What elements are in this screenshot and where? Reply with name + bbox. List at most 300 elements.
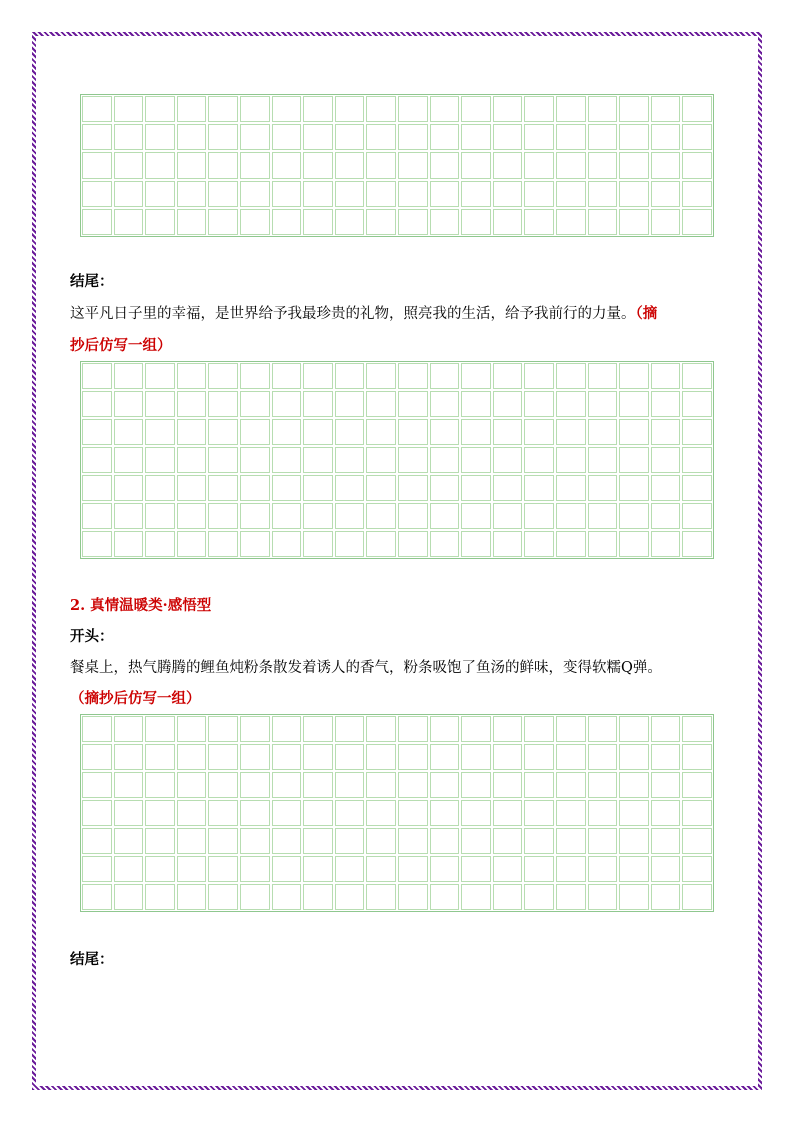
grid-cell: [651, 363, 681, 389]
grid-cell: [145, 96, 175, 122]
grid-cell: [82, 856, 112, 882]
grid-cell: [430, 884, 460, 910]
grid-cell: [524, 531, 554, 557]
grid-cell: [524, 856, 554, 882]
grid-cell: [82, 475, 112, 501]
grid-cell: [461, 744, 491, 770]
grid-cell: [82, 772, 112, 798]
grid-cell: [430, 475, 460, 501]
grid-cell: [588, 531, 618, 557]
grid-cell: [208, 391, 238, 417]
grid-cell: [398, 96, 428, 122]
grid-cell: [556, 419, 586, 445]
grid-cell: [524, 772, 554, 798]
grid-cell: [145, 475, 175, 501]
grid-cell: [272, 531, 302, 557]
grid-cell: [588, 363, 618, 389]
instruction-text-start: （摘: [635, 305, 658, 322]
grid-cell: [145, 447, 175, 473]
grid-cell: [619, 363, 649, 389]
grid-cell: [272, 744, 302, 770]
grid-cell: [272, 772, 302, 798]
grid-cell: [651, 800, 681, 826]
grid-cell: [335, 716, 365, 742]
grid-cell: [240, 828, 270, 854]
grid-cell: [588, 419, 618, 445]
grid-cell: [430, 124, 460, 150]
grid-cell: [461, 152, 491, 178]
grid-cell: [366, 531, 396, 557]
grid-cell: [588, 124, 618, 150]
grid-cell: [461, 772, 491, 798]
grid-cell: [493, 152, 523, 178]
grid-cell: [366, 419, 396, 445]
grid-cell: [398, 209, 428, 235]
grid-cell: [493, 800, 523, 826]
grid-cell: [556, 744, 586, 770]
grid-cell: [493, 884, 523, 910]
grid-cell: [145, 124, 175, 150]
grid-cell: [588, 209, 618, 235]
grid-cell: [430, 503, 460, 529]
grid-cell: [461, 209, 491, 235]
grid-cell: [493, 363, 523, 389]
grid-cell: [366, 475, 396, 501]
grid-cell: [682, 96, 712, 122]
grid-cell: [556, 475, 586, 501]
section-2-heading: 2. 真情温暖类·感悟型: [70, 597, 212, 614]
grid-cell: [430, 152, 460, 178]
grid-cell: [303, 856, 333, 882]
grid-cell: [208, 181, 238, 207]
grid-cell: [556, 152, 586, 178]
grid-cell: [651, 772, 681, 798]
grid-cell: [588, 152, 618, 178]
grid-cell: [240, 152, 270, 178]
grid-cell: [556, 124, 586, 150]
grid-cell: [619, 531, 649, 557]
grid-cell: [177, 772, 207, 798]
grid-cell: [82, 181, 112, 207]
grid-cell: [619, 419, 649, 445]
grid-cell: [430, 828, 460, 854]
grid-cell: [430, 772, 460, 798]
grid-cell: [588, 744, 618, 770]
grid-cell: [177, 96, 207, 122]
grid-cell: [335, 96, 365, 122]
grid-cell: [461, 391, 491, 417]
grid-cell: [493, 124, 523, 150]
grid-cell: [335, 475, 365, 501]
grid-cell: [398, 124, 428, 150]
grid-cell: [114, 744, 144, 770]
grid-cell: [82, 531, 112, 557]
grid-cell: [619, 124, 649, 150]
grid-cell: [524, 391, 554, 417]
grid-cell: [303, 828, 333, 854]
grid-cell: [303, 391, 333, 417]
grid-cell: [82, 503, 112, 529]
grid-cell: [272, 503, 302, 529]
grid-cell: [82, 419, 112, 445]
grid-cell: [619, 391, 649, 417]
grid-cell: [398, 181, 428, 207]
grid-cell: [335, 744, 365, 770]
grid-cell: [398, 884, 428, 910]
grid-cell: [493, 531, 523, 557]
grid-cell: [524, 209, 554, 235]
writing-grid-1: [80, 94, 714, 237]
grid-cell: [430, 209, 460, 235]
grid-cell: [556, 447, 586, 473]
grid-cell: [682, 828, 712, 854]
ending-label: 结尾：: [70, 273, 114, 290]
grid-cell: [335, 124, 365, 150]
grid-cell: [556, 884, 586, 910]
grid-cell: [177, 124, 207, 150]
grid-cell: [114, 447, 144, 473]
grid-cell: [524, 716, 554, 742]
grid-cell: [556, 391, 586, 417]
grid-cell: [240, 800, 270, 826]
grid-cell: [208, 503, 238, 529]
grid-cell: [366, 716, 396, 742]
grid-cell: [461, 181, 491, 207]
grid-cell: [240, 531, 270, 557]
opening-text: 餐桌上，热气腾腾的鲤鱼炖粉条散发着诱人的香气，粉条吸饱了鱼汤的鲜味，变得软糯Q弹。: [70, 660, 662, 676]
grid-cell: [177, 503, 207, 529]
grid-cell: [303, 503, 333, 529]
grid-cell: [303, 181, 333, 207]
grid-cell: [114, 828, 144, 854]
grid-cell: [208, 856, 238, 882]
grid-cell: [493, 856, 523, 882]
grid-cell: [398, 772, 428, 798]
grid-cell: [335, 503, 365, 529]
grid-cell: [556, 800, 586, 826]
grid-cell: [651, 828, 681, 854]
grid-cell: [114, 152, 144, 178]
grid-cell: [272, 884, 302, 910]
grid-cell: [524, 744, 554, 770]
grid-cell: [398, 475, 428, 501]
ending-sentence: 这平凡日子里的幸福，是世界给予我最珍贵的礼物，照亮我的生活，给予我前行的力量。: [70, 306, 636, 322]
grid-cell: [114, 531, 144, 557]
grid-cell: [366, 772, 396, 798]
grid-cell: [398, 716, 428, 742]
grid-cell: [303, 96, 333, 122]
grid-cell: [682, 447, 712, 473]
grid-cell: [208, 772, 238, 798]
grid-cell: [335, 181, 365, 207]
grid-cell: [303, 152, 333, 178]
grid-cell: [272, 124, 302, 150]
grid-cell: [145, 181, 175, 207]
grid-cell: [272, 363, 302, 389]
grid-cell: [114, 716, 144, 742]
grid-cell: [114, 209, 144, 235]
grid-cell: [208, 475, 238, 501]
grid-cell: [82, 716, 112, 742]
grid-cell: [398, 447, 428, 473]
grid-cell: [272, 716, 302, 742]
grid-cell: [461, 884, 491, 910]
grid-cell: [272, 828, 302, 854]
grid-cell: [177, 531, 207, 557]
grid-cell: [145, 884, 175, 910]
grid-cell: [619, 209, 649, 235]
grid-cell: [208, 884, 238, 910]
grid-cell: [303, 800, 333, 826]
grid-cell: [461, 363, 491, 389]
grid-cell: [430, 181, 460, 207]
ending-label-2: 结尾：: [70, 951, 114, 968]
grid-cell: [145, 391, 175, 417]
grid-cell: [145, 419, 175, 445]
grid-cell: [240, 391, 270, 417]
grid-cell: [682, 800, 712, 826]
grid-cell: [145, 363, 175, 389]
grid-cell: [556, 503, 586, 529]
grid-cell: [335, 828, 365, 854]
grid-cell: [82, 152, 112, 178]
grid-cell: [114, 181, 144, 207]
grid-cell: [272, 96, 302, 122]
grid-cell: [682, 391, 712, 417]
grid-cell: [651, 152, 681, 178]
grid-cell: [177, 716, 207, 742]
grid-cell: [240, 503, 270, 529]
grid-cell: [461, 531, 491, 557]
grid-cell: [651, 884, 681, 910]
grid-cell: [651, 209, 681, 235]
grid-cell: [114, 800, 144, 826]
grid-cell: [240, 363, 270, 389]
grid-cell: [461, 856, 491, 882]
grid-cell: [619, 447, 649, 473]
grid-cell: [524, 800, 554, 826]
grid-cell: [145, 828, 175, 854]
grid-cell: [682, 884, 712, 910]
grid-cell: [366, 124, 396, 150]
grid-cell: [335, 391, 365, 417]
grid-cell: [682, 152, 712, 178]
grid-cell: [430, 447, 460, 473]
grid-cell: [682, 531, 712, 557]
grid-cell: [493, 181, 523, 207]
grid-cell: [208, 531, 238, 557]
grid-cell: [461, 419, 491, 445]
grid-cell: [493, 209, 523, 235]
grid-cell: [177, 419, 207, 445]
grid-cell: [682, 124, 712, 150]
grid-cell: [177, 209, 207, 235]
grid-cell: [208, 716, 238, 742]
grid-cell: [651, 96, 681, 122]
grid-cell: [335, 209, 365, 235]
grid-cell: [272, 447, 302, 473]
grid-cell: [556, 531, 586, 557]
grid-cell: [82, 363, 112, 389]
grid-cell: [430, 531, 460, 557]
grid-cell: [682, 475, 712, 501]
grid-cell: [524, 447, 554, 473]
grid-cell: [366, 391, 396, 417]
grid-cell: [272, 856, 302, 882]
grid-cell: [430, 363, 460, 389]
grid-cell: [588, 884, 618, 910]
grid-cell: [82, 96, 112, 122]
grid-cell: [524, 419, 554, 445]
grid-cell: [398, 419, 428, 445]
grid-cell: [114, 772, 144, 798]
grid-cell: [82, 124, 112, 150]
grid-cell: [682, 363, 712, 389]
grid-cell: [366, 856, 396, 882]
writing-grid-3: [80, 714, 714, 912]
grid-cell: [651, 181, 681, 207]
grid-cell: [145, 744, 175, 770]
grid-cell: [556, 716, 586, 742]
grid-cell: [588, 181, 618, 207]
grid-cell: [651, 447, 681, 473]
grid-cell: [461, 475, 491, 501]
grid-cell: [335, 800, 365, 826]
grid-cell: [398, 800, 428, 826]
grid-cell: [619, 152, 649, 178]
grid-cell: [303, 884, 333, 910]
grid-cell: [556, 96, 586, 122]
instruction-text: （摘抄后仿写一组）: [70, 690, 201, 707]
grid-cell: [272, 800, 302, 826]
grid-cell: [177, 856, 207, 882]
grid-cell: [524, 503, 554, 529]
grid-cell: [114, 475, 144, 501]
grid-cell: [303, 475, 333, 501]
grid-cell: [177, 447, 207, 473]
grid-cell: [177, 391, 207, 417]
grid-cell: [430, 744, 460, 770]
grid-cell: [114, 96, 144, 122]
grid-cell: [524, 152, 554, 178]
grid-cell: [619, 475, 649, 501]
grid-cell: [682, 856, 712, 882]
grid-cell: [208, 124, 238, 150]
grid-cell: [493, 716, 523, 742]
grid-cell: [145, 209, 175, 235]
grid-cell: [366, 800, 396, 826]
grid-cell: [114, 124, 144, 150]
grid-cell: [588, 503, 618, 529]
grid-cell: [272, 391, 302, 417]
grid-cell: [398, 531, 428, 557]
grid-cell: [208, 828, 238, 854]
grid-cell: [588, 856, 618, 882]
grid-cell: [303, 124, 333, 150]
grid-cell: [208, 744, 238, 770]
grid-cell: [461, 716, 491, 742]
grid-cell: [208, 419, 238, 445]
grid-cell: [177, 744, 207, 770]
grid-cell: [82, 744, 112, 770]
grid-cell: [240, 856, 270, 882]
grid-cell: [556, 181, 586, 207]
grid-cell: [398, 856, 428, 882]
grid-cell: [461, 800, 491, 826]
grid-cell: [82, 884, 112, 910]
grid-cell: [524, 181, 554, 207]
grid-cell: [651, 419, 681, 445]
grid-cell: [651, 856, 681, 882]
grid-cell: [651, 744, 681, 770]
grid-cell: [588, 716, 618, 742]
grid-cell: [588, 447, 618, 473]
grid-cell: [303, 447, 333, 473]
grid-cell: [682, 503, 712, 529]
grid-cell: [366, 209, 396, 235]
grid-cell: [177, 800, 207, 826]
grid-cell: [114, 419, 144, 445]
grid-cell: [556, 772, 586, 798]
grid-cell: [335, 884, 365, 910]
grid-cell: [114, 884, 144, 910]
grid-cell: [398, 503, 428, 529]
grid-cell: [145, 152, 175, 178]
ending-text: [70, 304, 657, 324]
grid-cell: [430, 716, 460, 742]
grid-cell: [556, 363, 586, 389]
grid-cell: [303, 531, 333, 557]
grid-cell: [366, 181, 396, 207]
grid-cell: [651, 716, 681, 742]
grid-cell: [461, 124, 491, 150]
grid-cell: [588, 828, 618, 854]
grid-cell: [524, 96, 554, 122]
grid-cell: [461, 96, 491, 122]
grid-cell: [493, 475, 523, 501]
grid-cell: [619, 884, 649, 910]
grid-cell: [366, 503, 396, 529]
grid-cell: [493, 447, 523, 473]
grid-cell: [366, 828, 396, 854]
grid-cell: [493, 828, 523, 854]
grid-cell: [651, 475, 681, 501]
grid-cell: [461, 503, 491, 529]
grid-cell: [240, 884, 270, 910]
grid-cell: [398, 828, 428, 854]
grid-cell: [366, 363, 396, 389]
grid-cell: [461, 828, 491, 854]
grid-cell: [524, 884, 554, 910]
grid-cell: [619, 96, 649, 122]
grid-cell: [524, 828, 554, 854]
grid-cell: [619, 828, 649, 854]
grid-cell: [619, 856, 649, 882]
grid-cell: [240, 181, 270, 207]
grid-cell: [682, 744, 712, 770]
grid-cell: [398, 363, 428, 389]
grid-cell: [177, 828, 207, 854]
grid-cell: [556, 209, 586, 235]
grid-cell: [524, 363, 554, 389]
grid-cell: [335, 856, 365, 882]
grid-cell: [303, 772, 333, 798]
grid-cell: [366, 96, 396, 122]
grid-cell: [682, 209, 712, 235]
grid-cell: [524, 475, 554, 501]
grid-cell: [651, 391, 681, 417]
grid-cell: [240, 447, 270, 473]
